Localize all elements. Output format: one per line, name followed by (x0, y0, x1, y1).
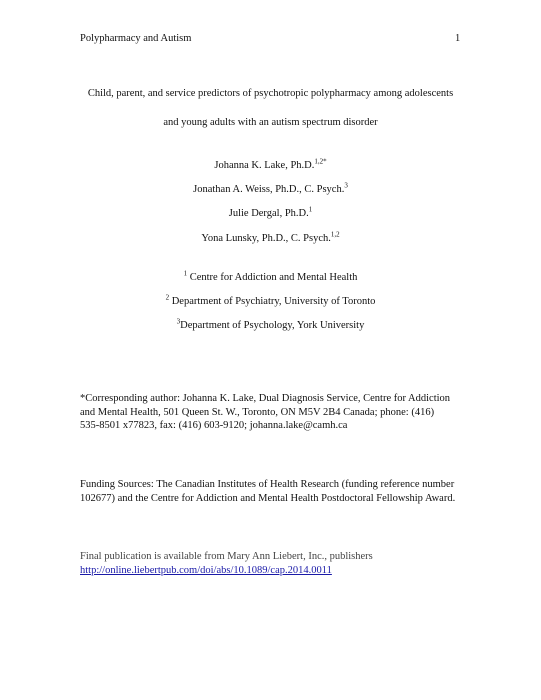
author-4: Yona Lunsky, Ph.D., C. Psych.$^{1,2}$ (201, 230, 340, 244)
funding-line-2: 102677) and the Centre for Addiction and Mental Health Postdoctoral Fellowship Award. (80, 492, 456, 504)
affiliation-3: $^3$Department of Psychology, York University (176, 317, 365, 331)
publication-note (80, 550, 470, 577)
correspondence-line-1: *Corresponding author: Johanna K. Lake, Dual Diagnosis Service, Centre for Addiction (80, 393, 451, 404)
correspondence-line-2: and Mental Health, 501 Queen St. W., Toronto, ON M5V 2B4 Canada; phone: (416) (80, 406, 435, 418)
funding-line-1: Funding Sources: The Canadian Institutes of Health Research (funding reference number (80, 479, 455, 490)
affiliation-1: $^1$ Centre for Addiction and Mental Health (183, 269, 358, 283)
affiliation-2: $^2$ Department of Psychiatry, University of Toronto (165, 293, 376, 307)
publication-link[interactable]: http://online.liebertpub.com/doi/abs/10.1089/cap.2014.0011 (80, 564, 332, 576)
page-number: 1 (455, 33, 461, 44)
author-2: Jonathan A. Weiss, Ph.D., C. Psych.$^3$ (193, 181, 348, 195)
author-3: Julie Dergal, Ph.D.$^1$ (228, 205, 313, 219)
correspondence-note (80, 392, 470, 433)
running-title: Polypharmacy and Autism (80, 33, 192, 44)
title-line-2: and young adults with an autism spectrum disorder (163, 117, 378, 128)
publication-text: Final publication is available from Mary Ann Liebert, Inc., publishers (80, 551, 373, 562)
correspondence-line-3: 535-8501 x77823, fax: (416) 603-9120; johanna.lake@camh.ca (80, 420, 348, 431)
author-1: Johanna K. Lake, Ph.D.$^{1,2*}$ (214, 157, 327, 171)
funding-note (80, 478, 470, 505)
title-line-1: Child, parent, and service predictors of psychotropic polypharmacy among adolescents (87, 88, 454, 99)
